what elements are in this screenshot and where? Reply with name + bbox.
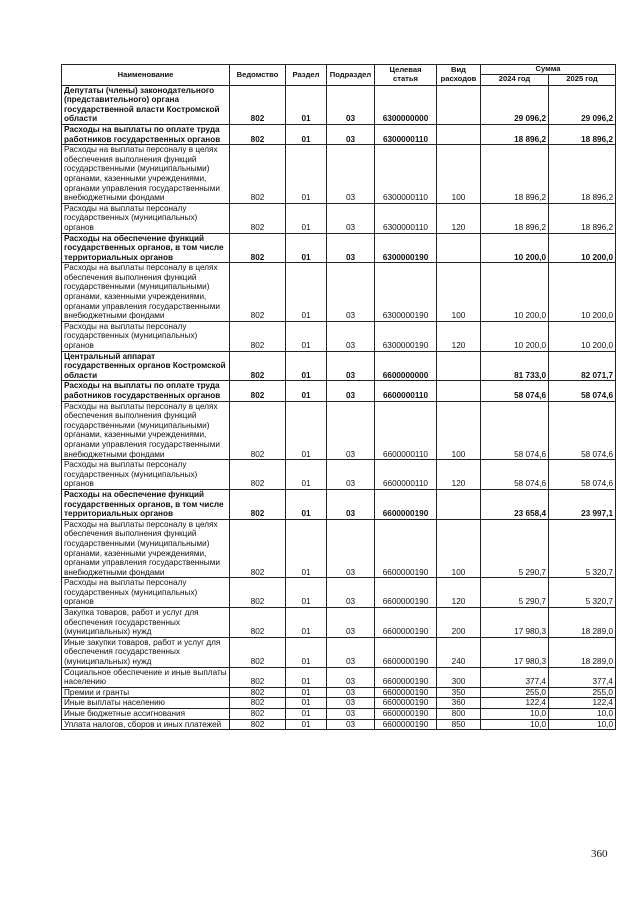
cell-tselevaya: 6300000110: [375, 124, 437, 144]
cell-vedomstvo: 802: [230, 145, 286, 204]
cell-vedomstvo: 802: [230, 637, 286, 667]
cell-vedomstvo: 802: [230, 698, 286, 709]
cell-sum-2025: 18 289,0: [549, 608, 616, 638]
cell-vedomstvo: 802: [230, 381, 286, 401]
cell-podrazdel: 03: [327, 233, 375, 263]
cell-razdel: 01: [286, 687, 327, 698]
cell-vedomstvo: 802: [230, 85, 286, 124]
cell-razdel: 01: [286, 667, 327, 687]
cell-tselevaya: 6300000190: [375, 263, 437, 322]
table-row: [62, 489, 616, 519]
cell-name: Иные закупки товаров, работ и услуг для обеспечения государственных (муниципальных) нужд: [62, 637, 230, 667]
cell-tselevaya: 6600000110: [375, 381, 437, 401]
table-row: [62, 608, 616, 638]
cell-sum-2025: 18 289,0: [549, 637, 616, 667]
cell-tselevaya: 6600000190: [375, 608, 437, 638]
table-row: [62, 698, 616, 709]
cell-name: Расходы на выплаты персоналу государственных (муниципальных) органов: [62, 321, 230, 351]
cell-vedomstvo: 802: [230, 687, 286, 698]
cell-razdel: 01: [286, 698, 327, 709]
cell-podrazdel: 03: [327, 124, 375, 144]
cell-vid: 360: [437, 698, 481, 709]
table-row: [62, 719, 616, 730]
cell-sum-2024: 18 896,2: [481, 203, 549, 233]
header-tselevaya: Целевая статья: [375, 65, 437, 86]
cell-razdel: 01: [286, 233, 327, 263]
cell-tselevaya: 6300000190: [375, 233, 437, 263]
cell-name: Расходы на выплаты персоналу государственных (муниципальных) органов: [62, 203, 230, 233]
cell-sum-2025: 58 074,6: [549, 381, 616, 401]
cell-podrazdel: 03: [327, 85, 375, 124]
cell-tselevaya: 6300000000: [375, 85, 437, 124]
cell-tselevaya: 6600000190: [375, 709, 437, 720]
table-row: [62, 351, 616, 381]
table-row: [62, 203, 616, 233]
cell-vedomstvo: 802: [230, 351, 286, 381]
cell-podrazdel: 03: [327, 203, 375, 233]
table-row: [62, 85, 616, 124]
header-name: Наименование: [62, 65, 230, 86]
budget-table: [61, 64, 616, 730]
cell-sum-2024: 58 074,6: [481, 401, 549, 460]
cell-vedomstvo: 802: [230, 263, 286, 322]
cell-razdel: 01: [286, 263, 327, 322]
cell-tselevaya: 6300000110: [375, 203, 437, 233]
cell-sum-2025: 10 200,0: [549, 263, 616, 322]
header-podrazdel: Подраздел: [327, 65, 375, 86]
cell-podrazdel: 03: [327, 381, 375, 401]
cell-sum-2024: 18 896,2: [481, 124, 549, 144]
cell-podrazdel: 03: [327, 667, 375, 687]
cell-vid: 240: [437, 637, 481, 667]
cell-razdel: 01: [286, 637, 327, 667]
cell-sum-2025: 18 896,2: [549, 145, 616, 204]
cell-vedomstvo: 802: [230, 233, 286, 263]
cell-vid: 100: [437, 145, 481, 204]
page-number: 360: [591, 848, 608, 860]
cell-sum-2024: 377,4: [481, 667, 549, 687]
cell-podrazdel: 03: [327, 709, 375, 720]
cell-tselevaya: 6600000190: [375, 667, 437, 687]
cell-podrazdel: 03: [327, 698, 375, 709]
cell-razdel: 01: [286, 489, 327, 519]
cell-name: Социальное обеспечение и иные выплаты населению: [62, 667, 230, 687]
cell-name: Расходы на выплаты персоналу в целях обеспечения выполнения функций государственными (муниципальными) органами, казенными учреждениями, органами управления государственными внебюджетными фондами: [62, 145, 230, 204]
cell-name: Уплата налогов, сборов и иных платежей: [62, 719, 230, 730]
cell-name: Расходы на выплаты персоналу государственных (муниципальных) органов: [62, 460, 230, 490]
table-row: [62, 124, 616, 144]
cell-vid: 200: [437, 608, 481, 638]
header-razdel: Раздел: [286, 65, 327, 86]
header-vedomstvo: Ведомство: [230, 65, 286, 86]
table-row: [62, 381, 616, 401]
cell-razdel: 01: [286, 203, 327, 233]
cell-sum-2025: 122,4: [549, 698, 616, 709]
cell-sum-2025: 18 896,2: [549, 203, 616, 233]
cell-vid: 100: [437, 401, 481, 460]
cell-name: Расходы на выплаты персоналу государственных (муниципальных) органов: [62, 578, 230, 608]
cell-podrazdel: 03: [327, 608, 375, 638]
cell-name: Расходы на выплаты персоналу в целях обеспечения выполнения функций государственными (муниципальными) органами, казенными учреждениями, органами управления государственными внебюджетными фондами: [62, 401, 230, 460]
cell-vid: [437, 381, 481, 401]
cell-sum-2025: 10,0: [549, 709, 616, 720]
cell-sum-2024: 10 200,0: [481, 321, 549, 351]
cell-vedomstvo: 802: [230, 667, 286, 687]
cell-podrazdel: 03: [327, 460, 375, 490]
cell-vid: [437, 233, 481, 263]
cell-tselevaya: 6600000190: [375, 687, 437, 698]
cell-tselevaya: 6600000190: [375, 637, 437, 667]
cell-vedomstvo: 802: [230, 578, 286, 608]
cell-tselevaya: 6600000190: [375, 698, 437, 709]
table-row: [62, 637, 616, 667]
cell-sum-2024: 10,0: [481, 719, 549, 730]
cell-name: Иные выплаты населению: [62, 698, 230, 709]
header-2024: 2024 год: [481, 74, 549, 85]
cell-sum-2025: 82 071,7: [549, 351, 616, 381]
cell-sum-2025: 5 320,7: [549, 519, 616, 578]
cell-name: Расходы на выплаты персоналу в целях обеспечения выполнения функций государственными (муниципальными) органами, казенными учреждениями, органами управления государственными внебюджетными фондами: [62, 263, 230, 322]
cell-razdel: 01: [286, 124, 327, 144]
cell-sum-2024: 17 980,3: [481, 637, 549, 667]
cell-vid: 850: [437, 719, 481, 730]
cell-sum-2024: 10 200,0: [481, 233, 549, 263]
cell-sum-2025: 29 096,2: [549, 85, 616, 124]
cell-tselevaya: 6600000000: [375, 351, 437, 381]
cell-name: Расходы на обеспечение функций государственных органов, в том числе территориальных органов: [62, 489, 230, 519]
table-row: [62, 145, 616, 204]
cell-razdel: 01: [286, 321, 327, 351]
cell-vid: 120: [437, 578, 481, 608]
cell-sum-2024: 58 074,6: [481, 460, 549, 490]
cell-vedomstvo: 802: [230, 124, 286, 144]
cell-podrazdel: 03: [327, 351, 375, 381]
cell-vid: 100: [437, 519, 481, 578]
cell-sum-2025: 58 074,6: [549, 401, 616, 460]
cell-vid: [437, 351, 481, 381]
cell-vedomstvo: 802: [230, 321, 286, 351]
cell-sum-2025: 10 200,0: [549, 321, 616, 351]
cell-sum-2025: 58 074,6: [549, 460, 616, 490]
cell-sum-2024: 10 200,0: [481, 263, 549, 322]
cell-razdel: 01: [286, 85, 327, 124]
cell-tselevaya: 6600000190: [375, 578, 437, 608]
cell-razdel: 01: [286, 519, 327, 578]
cell-sum-2024: 5 290,7: [481, 578, 549, 608]
cell-vid: 300: [437, 667, 481, 687]
cell-vid: [437, 85, 481, 124]
cell-vedomstvo: 802: [230, 519, 286, 578]
cell-sum-2024: 255,0: [481, 687, 549, 698]
cell-razdel: 01: [286, 608, 327, 638]
cell-sum-2025: 10,0: [549, 719, 616, 730]
cell-vedomstvo: 802: [230, 460, 286, 490]
cell-name: Закупка товаров, работ и услуг для обеспечения государственных (муниципальных) нужд: [62, 608, 230, 638]
cell-tselevaya: 6600000190: [375, 489, 437, 519]
cell-vedomstvo: 802: [230, 719, 286, 730]
table-row: [62, 709, 616, 720]
cell-vedomstvo: 802: [230, 489, 286, 519]
cell-sum-2024: 81 733,0: [481, 351, 549, 381]
cell-name: Иные бюджетные ассигнования: [62, 709, 230, 720]
header-2025: 2025 год: [549, 74, 616, 85]
cell-name: Расходы на выплаты по оплате труда работников государственных органов: [62, 124, 230, 144]
cell-razdel: 01: [286, 401, 327, 460]
cell-sum-2024: 10,0: [481, 709, 549, 720]
cell-name: Расходы на выплаты по оплате труда работников государственных органов: [62, 381, 230, 401]
cell-vid: 120: [437, 203, 481, 233]
cell-tselevaya: 6600000110: [375, 460, 437, 490]
table-row: [62, 519, 616, 578]
table-row: [62, 321, 616, 351]
cell-razdel: 01: [286, 381, 327, 401]
cell-podrazdel: 03: [327, 263, 375, 322]
table-row: [62, 401, 616, 460]
cell-vid: 350: [437, 687, 481, 698]
cell-sum-2025: 18 896,2: [549, 124, 616, 144]
cell-razdel: 01: [286, 351, 327, 381]
cell-name: Премии и гранты: [62, 687, 230, 698]
cell-razdel: 01: [286, 709, 327, 720]
cell-name: Расходы на обеспечение функций государственных органов, в том числе территориальных органов: [62, 233, 230, 263]
cell-sum-2025: 377,4: [549, 667, 616, 687]
cell-podrazdel: 03: [327, 145, 375, 204]
cell-vedomstvo: 802: [230, 203, 286, 233]
cell-podrazdel: 03: [327, 637, 375, 667]
cell-vid: 120: [437, 460, 481, 490]
cell-vid: [437, 124, 481, 144]
cell-podrazdel: 03: [327, 687, 375, 698]
cell-razdel: 01: [286, 719, 327, 730]
cell-podrazdel: 03: [327, 321, 375, 351]
cell-sum-2025: 10 200,0: [549, 233, 616, 263]
table-row: [62, 460, 616, 490]
cell-vedomstvo: 802: [230, 608, 286, 638]
cell-sum-2024: 18 896,2: [481, 145, 549, 204]
cell-sum-2024: 23 658,4: [481, 489, 549, 519]
cell-podrazdel: 03: [327, 578, 375, 608]
header-vid: Вид расходов: [437, 65, 481, 86]
cell-tselevaya: 6600000190: [375, 719, 437, 730]
cell-vid: [437, 489, 481, 519]
table-body: [62, 85, 616, 730]
table-row: [62, 687, 616, 698]
cell-podrazdel: 03: [327, 489, 375, 519]
cell-name: Центральный аппарат государственных органов Костромской области: [62, 351, 230, 381]
cell-vedomstvo: 802: [230, 401, 286, 460]
cell-sum-2024: 58 074,6: [481, 381, 549, 401]
cell-vid: 800: [437, 709, 481, 720]
cell-sum-2025: 5 320,7: [549, 578, 616, 608]
cell-sum-2024: 17 980,3: [481, 608, 549, 638]
cell-sum-2024: 5 290,7: [481, 519, 549, 578]
cell-podrazdel: 03: [327, 519, 375, 578]
table-row: [62, 578, 616, 608]
cell-razdel: 01: [286, 460, 327, 490]
cell-tselevaya: 6600000190: [375, 519, 437, 578]
cell-name: Депутаты (члены) законодательного (представительного) органа государственной власти Костромской области: [62, 85, 230, 124]
header-summa: Сумма: [481, 65, 616, 75]
cell-razdel: 01: [286, 145, 327, 204]
cell-tselevaya: 6300000110: [375, 145, 437, 204]
cell-sum-2025: 23 997,1: [549, 489, 616, 519]
table-row: [62, 667, 616, 687]
cell-vid: 120: [437, 321, 481, 351]
cell-sum-2024: 29 096,2: [481, 85, 549, 124]
cell-podrazdel: 03: [327, 719, 375, 730]
cell-razdel: 01: [286, 578, 327, 608]
cell-vid: 100: [437, 263, 481, 322]
cell-vedomstvo: 802: [230, 709, 286, 720]
cell-tselevaya: 6300000190: [375, 321, 437, 351]
cell-sum-2024: 122,4: [481, 698, 549, 709]
cell-sum-2025: 255,0: [549, 687, 616, 698]
table-row: [62, 263, 616, 322]
cell-tselevaya: 6600000110: [375, 401, 437, 460]
cell-name: Расходы на выплаты персоналу в целях обеспечения выполнения функций государственными (муниципальными) органами, казенными учреждениями, органами управления государственными внебюджетными фондами: [62, 519, 230, 578]
table-row: [62, 233, 616, 263]
cell-podrazdel: 03: [327, 401, 375, 460]
